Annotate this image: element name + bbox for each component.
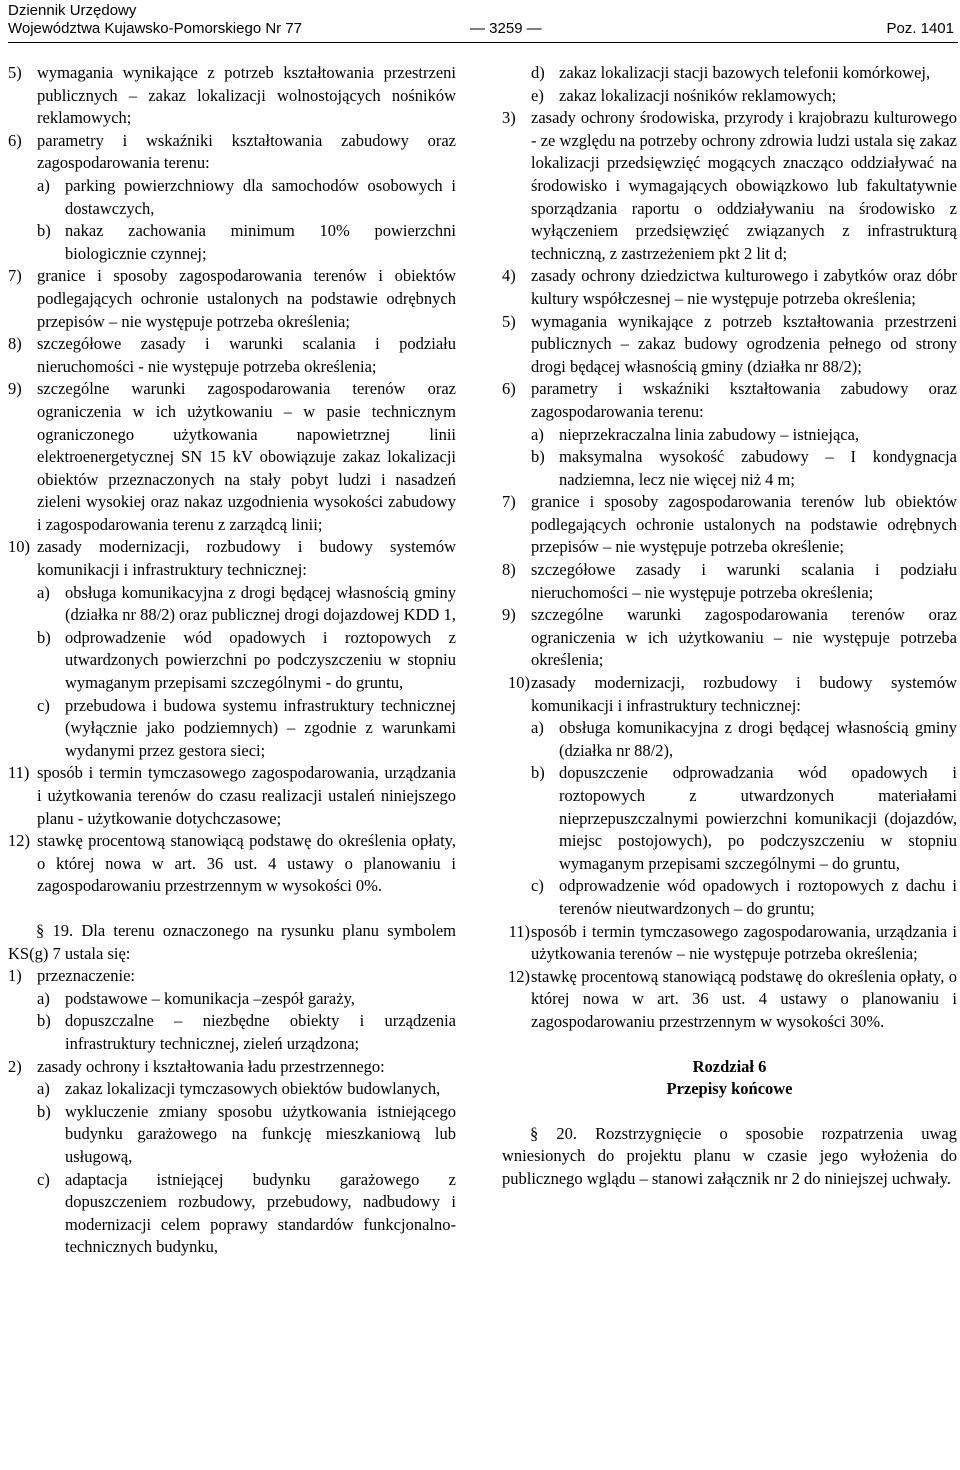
journal-issue: Województwa Kujawsko-Pomorskiego Nr 77: [8, 20, 303, 37]
list-item: [8, 220, 456, 265]
item-text: szczególne warunki zagospodarowania terenów oraz ograniczenia w ich użytkowaniu – nie występuje potrzeba określenia;: [531, 605, 957, 670]
sub-text: zakaz lokalizacji tymczasowych obiektów budowlanych,: [65, 1079, 441, 1099]
list-item: [502, 559, 957, 604]
sub-letter: a): [531, 424, 544, 444]
list-item: [502, 311, 957, 379]
sub-text: zakaz lokalizacji nośników reklamowych;: [559, 85, 837, 105]
spacer: [502, 1034, 957, 1056]
sub-text: podstawowe – komunikacja –zespół garaży,: [65, 988, 355, 1008]
list-item: [8, 1056, 456, 1079]
list-item: [502, 491, 957, 559]
sub-text: przebudowa i budowa systemu infrastruktury technicznej (wyłącznie jako podziemnych) – zgodnie z warunkami wydanymi przez gestora sieci;: [65, 695, 456, 760]
spacer: [8, 898, 456, 920]
sub-text: odprowadzenie wód opadowych i roztopowych z utwardzonych powierzchni po podczyszczeniu w stopniu wymaganym przepisami szczególnymi - do gruntu,: [65, 627, 456, 693]
item-text: sposób i termin tymczasowego zagospodarowania, urządzania i użytkowania terenów – nie występuje potrzeba określenia;: [531, 921, 957, 964]
item-number: 12): [508, 966, 530, 986]
item-text: parametry i wskaźniki kształtowania zabudowy oraz zagospodarowania terenu:: [531, 379, 957, 421]
paragraph-20: § 20. Rozstrzygnięcie o sposobie rozpatrzenia uwag wniesionych do projektu planu w czasie jego wyłożenia do publicznego wglądu – stanowi załącznik nr 2 do niniejszej uchwały.: [502, 1123, 957, 1188]
item-text: zasady ochrony i kształtowania ładu przestrzennego:: [37, 1056, 385, 1076]
item-text: wymagania wynikające z potrzeb kształtowania przestrzeni publicznych – zakaz budowy ogrodzenia pełnego od strony drogi będącej własnością gminy (działka nr 88/2);: [531, 311, 957, 376]
journal-title: Dziennik Urzędowy: [8, 2, 137, 19]
item-number: 5): [502, 311, 516, 331]
item-number: 9): [8, 379, 22, 399]
item-text: szczególne warunki zagospodarowania terenów oraz ograniczenia w ich użytkowaniu – w pasie technicznym ograniczonego użytkowania napowietrznej linii elektroenergetycznej SN 15 kV obowiązuje zakaz lokalizacji obiektów przeznaczonych na stały pobyt ludzi i nasadzeń zieleni wysokiej oraz nakaz uzgodnienia wysokości zabudowy i zagospodarowania terenu z zarządcą linii;: [37, 379, 456, 534]
item-text: stawkę procentową stanowiącą podstawę do określenia opłaty, o której nowa w art. 36 ust. 4 ustawy o planowaniu i zagospodarowaniu przestrzennym w wysokości 30%.: [531, 966, 957, 1031]
list-item: [502, 717, 957, 762]
list-item: [502, 762, 957, 875]
list-item: [502, 966, 957, 1034]
item-text: przeznaczenie:: [37, 966, 136, 986]
sub-text: dopuszczenie odprowadzania wód opadowych i roztopowych z utwardzonych materiałami nieprzepuszczalnymi powierzchni komunikacji (dojazdów, miejsc postojowych), po podczyszczeniu w stopniu wymaganym przepisami szczególnymi – do gruntu,: [559, 763, 957, 873]
sub-letter: a): [37, 175, 50, 195]
list-item: [8, 965, 456, 988]
item-number: 12): [8, 831, 30, 851]
item-number: 5): [8, 63, 22, 82]
page-number: — 3259 —: [470, 20, 542, 37]
sub-letter: b): [531, 447, 545, 467]
list-item: [8, 536, 456, 581]
list-item: [502, 85, 957, 108]
list-item: [8, 333, 456, 378]
list-item: [8, 130, 456, 175]
list-item: [8, 582, 456, 627]
spacer: [502, 1101, 957, 1123]
item-number: 9): [502, 605, 516, 625]
list-item: [502, 378, 957, 423]
sub-text: nakaz zachowania minimum 10% powierzchni biologicznie czynnej;: [65, 221, 456, 263]
item-number: 10): [508, 673, 530, 693]
list-item: [8, 988, 456, 1011]
paragraph-19: § 19. Dla terenu oznaczonego na rysunku planu symbolem KS(g) 7 ustala się:: [8, 920, 456, 963]
list-item: [502, 62, 957, 85]
sub-letter: c): [37, 1169, 50, 1189]
item-text: zasady ochrony środowiska, przyrody i krajobrazu kulturowego - ze względu na potrzeby ochrony zdrowia ludzi ustala się zakaz lokalizacji przedsięwzięć mogących znacząco oddziaływać na środowisko i wymagających obowiązkowo lub fakultatywnie sporządzania raportu o oddziaływaniu na środowisko z wyłączeniem przedsięwzięć związanych z infrastrukturą techniczną, z zastrzeżeniem pkt 2 lit d;: [531, 108, 957, 263]
list-item: [8, 1101, 456, 1169]
sub-text: obsługa komunikacyjna z drogi będącej własnością gminy (działka nr 88/2) oraz publicznej drogi dojazdowej KDD 1,: [65, 582, 456, 625]
item-number: 4): [502, 266, 516, 286]
list-item: [8, 1010, 456, 1055]
list-item: [8, 265, 456, 333]
sub-letter: a): [531, 718, 544, 738]
list-item: [8, 1078, 456, 1101]
list-item: [502, 424, 957, 447]
sub-letter: b): [37, 627, 51, 647]
chapter-subtitle: Przepisy końcowe: [666, 1079, 793, 1099]
list-item: [502, 921, 957, 966]
sub-letter: b): [37, 1101, 51, 1121]
sub-letter: e): [531, 85, 544, 105]
item-text: zasady modernizacji, rozbudowy i budowy systemów komunikacji i infrastruktury technicznej:: [531, 673, 957, 715]
sub-letter: c): [37, 695, 50, 715]
item-text: wymagania wynikające z potrzeb kształtowania przestrzeni publicznych – zakaz lokalizacji wolnostojących nośników reklamowych;: [37, 63, 456, 128]
list-item: [502, 446, 957, 491]
sub-letter: d): [531, 63, 545, 82]
list-item: [502, 107, 957, 265]
sub-letter: a): [37, 582, 50, 602]
sub-letter: b): [37, 221, 51, 241]
list-item: [8, 175, 456, 220]
list-item: [8, 695, 456, 763]
sub-text: parking powierzchniowy dla samochodów osobowych i dostawczych,: [65, 175, 456, 218]
item-number: 11): [8, 763, 30, 783]
page-header: [8, 2, 954, 37]
sub-text: nieprzekraczalna linia zabudowy – istniejąca,: [559, 424, 860, 444]
sub-letter: a): [37, 988, 50, 1008]
item-text: zasady modernizacji, rozbudowy i budowy systemów komunikacji i infrastruktury technicznej:: [37, 537, 456, 580]
list-item: [8, 627, 456, 695]
list-item: [8, 1169, 456, 1259]
sub-text: wykluczenie zmiany sposobu użytkowania istniejącego budynku garażowego na funkcję mieszkaniową lub usługową,: [65, 1101, 456, 1166]
item-number: 11): [508, 921, 530, 941]
item-number: 8): [502, 560, 516, 580]
left-column: [8, 62, 456, 1259]
position-number: Poz. 1401: [886, 20, 954, 37]
item-text: parametry i wskaźniki kształtowania zabudowy oraz zagospodarowania terenu:: [37, 130, 456, 173]
list-item: [502, 604, 957, 672]
chapter-title: Rozdział 6: [692, 1056, 767, 1076]
sub-letter: a): [37, 1079, 50, 1099]
right-column: [502, 62, 957, 1191]
sub-text: dopuszczalne – niezbędne obiekty i urządzenia infrastruktury technicznej, zieleń urządzona;: [65, 1011, 456, 1053]
item-number: 8): [8, 334, 22, 354]
sub-text: adaptacja istniejącej budynku garażowego z dopuszczeniem rozbudowy, przebudowy, nadbudowy i modernizacji celem poprawy standardów funkcjonalno-technicznych budynku,: [65, 1169, 456, 1257]
item-number: 10): [8, 537, 30, 557]
item-text: stawkę procentową stanowiącą podstawę do określenia opłaty, o której nowa w art. 36 ust. 4 ustawy o planowaniu i zagospodarowaniu przestrzennym w wysokości 0%.: [37, 831, 456, 896]
item-number: 7): [8, 266, 22, 286]
list-item: [8, 762, 456, 830]
item-text: szczegółowe zasady i warunki scalania i podziału nieruchomości - nie występuje potrzeba określenia;: [37, 334, 456, 376]
item-number: 6): [502, 379, 516, 399]
item-text: zasady ochrony dziedzictwa kulturowego i zabytków oraz dóbr kultury współczesnej – nie występuje potrzeba określenia;: [531, 266, 957, 308]
list-item: [8, 62, 456, 130]
sub-text: obsługa komunikacyjna z drogi będącej własnością gminy (działka nr 88/2),: [559, 718, 957, 760]
item-number: 6): [8, 130, 22, 150]
sub-letter: b): [531, 763, 545, 783]
item-number: 2): [8, 1056, 22, 1076]
header-rule: [8, 42, 958, 43]
sub-text: zakaz lokalizacji stacji bazowych telefonii komórkowej,: [559, 63, 931, 82]
item-number: 3): [502, 108, 516, 128]
sub-text: odprowadzenie wód opadowych i roztopowych z dachu i terenów nieutwardzonych – do gruntu;: [559, 876, 957, 918]
sub-letter: c): [531, 876, 544, 896]
list-item: [502, 672, 957, 717]
item-text: granice i sposoby zagospodarowania terenów lub obiektów podlegających ochronie ustalonych na podstawie odrębnych przepisów – nie występuje potrzeba określenie;: [531, 492, 957, 557]
item-text: szczegółowe zasady i warunki scalania i podziału nieruchomości – nie występuje potrzeba określenia;: [531, 560, 957, 602]
sub-letter: b): [37, 1011, 51, 1031]
list-item: [502, 265, 957, 310]
item-number: 1): [8, 966, 22, 986]
list-item: [502, 875, 957, 920]
item-text: sposób i termin tymczasowego zagospodarowania, urządzania i użytkowania terenów do czasu realizacji ustaleń niniejszego planu - użytkowanie dotychczasowe;: [37, 763, 456, 828]
list-item: [8, 378, 456, 536]
item-text: granice i sposoby zagospodarowania terenów i obiektów podlegających ochronie ustalonych na podstawie odrębnych przepisów – nie występuje potrzeba określenia;: [37, 266, 456, 331]
item-number: 7): [502, 492, 516, 512]
list-item: [8, 830, 456, 898]
sub-text: maksymalna wysokość zabudowy – I kondygnacja nadziemna, lecz nie więcej niż 4 m;: [559, 447, 957, 489]
